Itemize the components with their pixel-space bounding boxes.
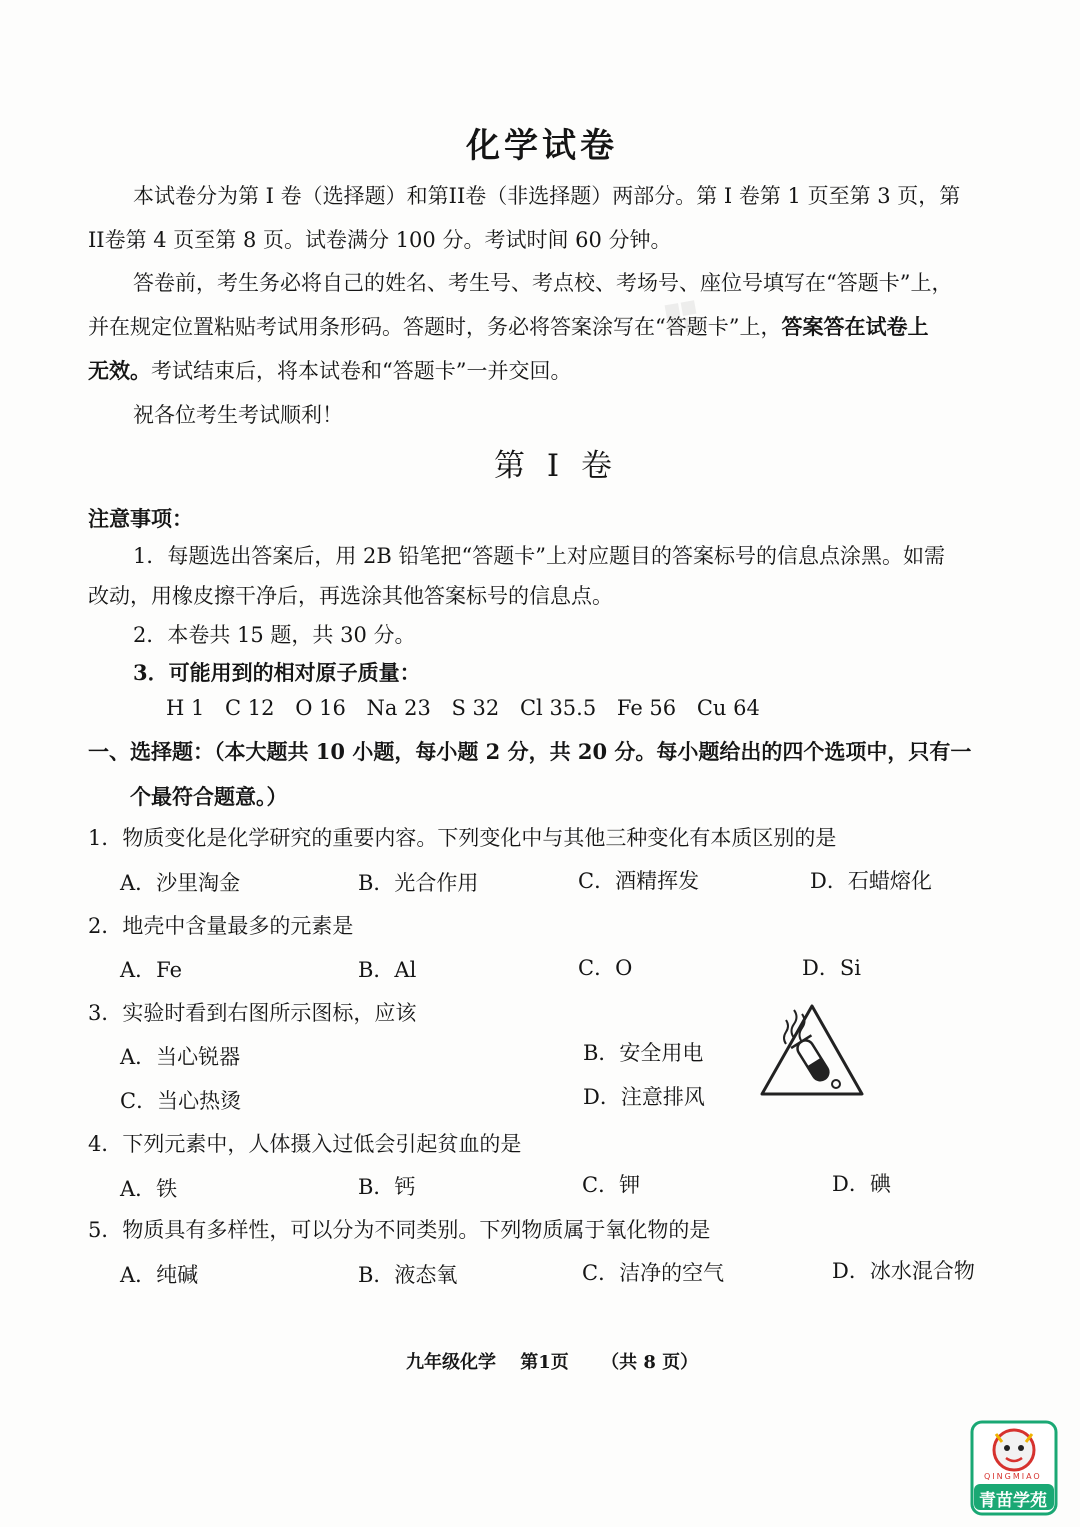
notes-heading: 注意事项：: [88, 506, 193, 531]
atomic-mass-list: [166, 696, 760, 720]
section-1-heading: 一、选择题：（本大题共 10 小题，每小题 2 分，共 20 分。每小题给出的四个选项中，只有一: [88, 739, 972, 764]
intro-line-5-normal: 考试结束后，将本试卷和“答题卡”一并交回。: [151, 359, 572, 383]
question-2-option-d: D．Si: [802, 956, 861, 980]
question-2-option-c: C．O: [578, 956, 633, 980]
question-5-stem: 5．物质具有多样性，可以分为不同类别。下列物质属于氧化物的是: [88, 1218, 711, 1242]
intro-line-3: 答卷前，考生务必将自己的姓名、考生号、考点校、考场号、座位号填写在“答题卡”上，: [133, 271, 953, 295]
intro-line-4-bold: 答案答在试卷上: [781, 314, 929, 339]
logo-text: 青苗学苑: [979, 1491, 1047, 1511]
intro-line-4: [88, 311, 928, 341]
question-3-option-a: A．当心锐器: [120, 1045, 241, 1069]
question-1-option-d: D．石蜡熔化: [810, 869, 932, 893]
question-5-option-c: C．洁净的空气: [582, 1261, 725, 1285]
question-4-option-d: D．碘: [832, 1172, 891, 1196]
question-1-option-a: A．沙里淘金: [120, 871, 241, 895]
question-3-stem: 3．实验时看到右图所示图标，应该: [88, 1001, 417, 1025]
question-2-option-b: B．Al: [358, 958, 417, 982]
intro-line-5: [88, 355, 571, 385]
watermark: ❖: [640, 277, 726, 360]
atomic-mass: C 12: [225, 696, 275, 720]
question-5-option-b: B．液态氧: [358, 1263, 458, 1287]
question-4-option-c: C．钾: [582, 1173, 641, 1197]
atomic-mass: Fe 56: [616, 696, 677, 720]
atomic-mass: Cu 64: [696, 696, 760, 720]
intro-line-2: II卷第 4 页至第 8 页。试卷满分 100 分。考试时间 60 分钟。: [88, 228, 672, 252]
atomic-mass: S 32: [451, 696, 500, 720]
question-2-stem: 2．地壳中含量最多的元素是: [88, 914, 354, 938]
question-3-option-b: B．安全用电: [583, 1041, 704, 1065]
atomic-mass: O 16: [295, 696, 346, 720]
question-4-option-b: B．钙: [358, 1175, 416, 1199]
intro-line-5-bold: 无效。: [88, 358, 151, 383]
question-4-stem: 4．下列元素中，人体摄入过低会引起贫血的是: [88, 1132, 522, 1156]
question-3-option-c: C．当心热烫: [120, 1089, 242, 1113]
question-1-stem: 1．物质变化是化学研究的重要内容。下列变化中与其他三种变化有本质区别的是: [88, 826, 837, 850]
page-footer: [406, 1348, 698, 1374]
question-1-option-b: B．光合作用: [358, 871, 479, 895]
question-4-option-a: A．铁: [120, 1177, 178, 1201]
qingmiao-logo: [966, 1420, 1062, 1516]
footer-page-number: 第1页: [520, 1352, 569, 1373]
question-5-option-d: D．冰水混合物: [832, 1259, 975, 1283]
notes-item-1-line-2: 改动，用橡皮擦干净后，再选涂其他答案标号的信息点。: [88, 584, 613, 608]
hot-surface-warning-icon: [756, 1000, 868, 1100]
section-1-heading-cont: 个最符合题意。）: [130, 784, 288, 809]
notes-item-1-line-1: 1．每题选出答案后，用 2B 铅笔把“答题卡”上对应题目的答案标号的信息点涂黑。如需: [133, 544, 945, 568]
logo-subtitle: QINGMIAO: [984, 1472, 1042, 1481]
atomic-mass: H 1: [166, 696, 205, 720]
exam-title: 化学试卷: [466, 126, 618, 166]
notes-item-3: 3．可能用到的相对原子质量：: [133, 660, 421, 685]
question-2-option-a: A．Fe: [120, 958, 183, 982]
question-3-option-d: D．注意排风: [583, 1085, 705, 1109]
intro-line-4-normal: 并在规定位置粘贴考试用条形码。答题时，务必将答案涂写在“答题卡”上，: [88, 315, 782, 339]
question-1-option-c: C．酒精挥发: [578, 869, 700, 893]
notes-item-2: 2．本卷共 15 题，共 30 分。: [133, 623, 416, 647]
volume-title: 第 I 卷: [494, 448, 618, 484]
atomic-mass: Cl 35.5: [519, 696, 597, 720]
intro-wish: 祝各位考生考试顺利！: [133, 403, 343, 427]
question-5-option-a: A．纯碱: [120, 1263, 199, 1287]
atomic-mass: Na 23: [366, 696, 431, 720]
footer-total-pages: （共 8 页）: [601, 1352, 699, 1373]
intro-line-1: 本试卷分为第 I 卷（选择题）和第II卷（非选择题）两部分。第 I 卷第 1 页至第 3 页，第: [133, 184, 961, 208]
footer-subject: 九年级化学: [406, 1352, 496, 1373]
